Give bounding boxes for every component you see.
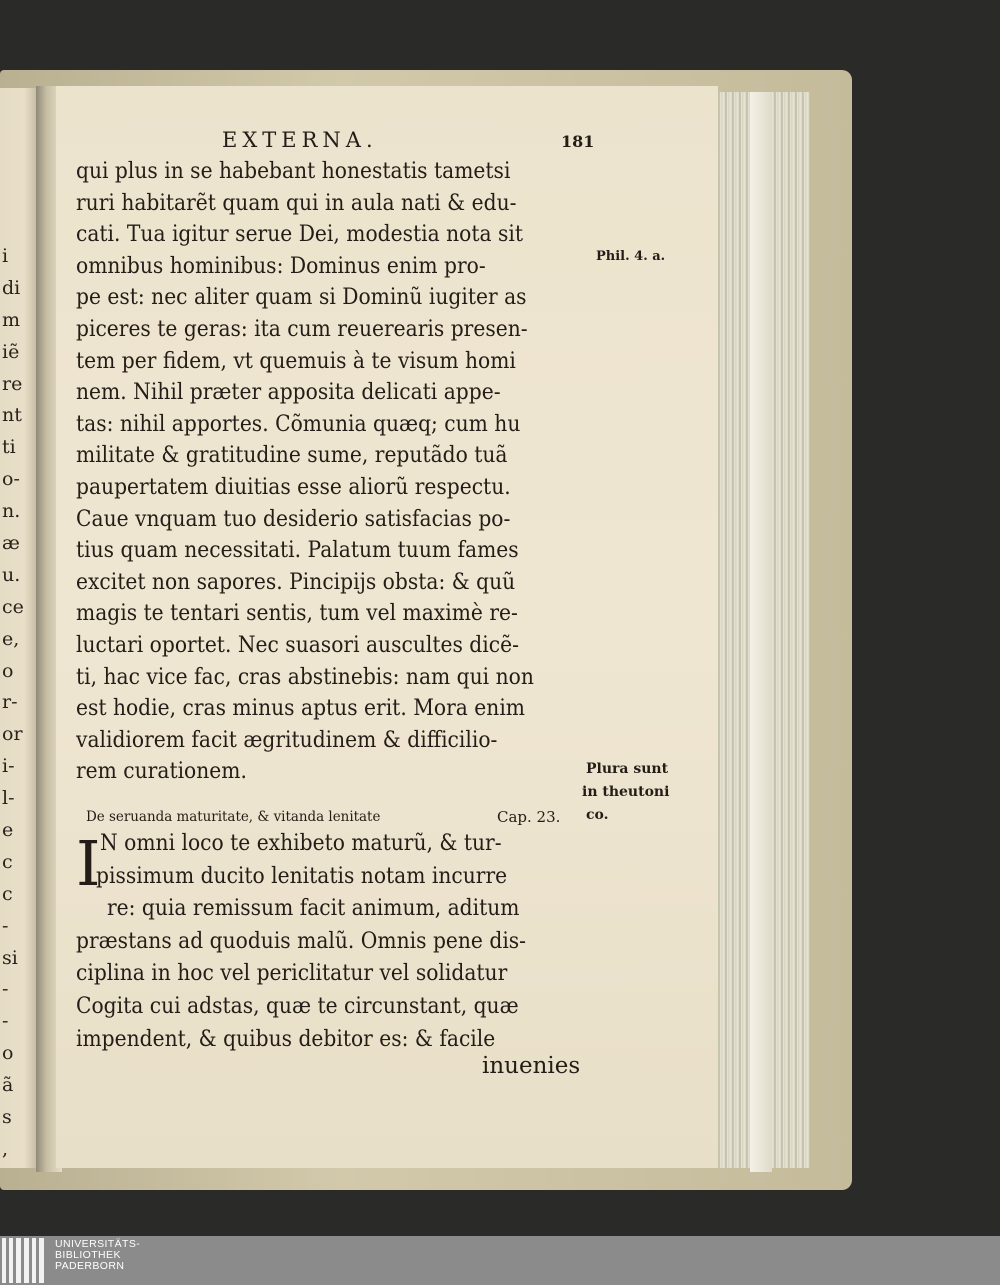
left-page-fragment: æ bbox=[2, 532, 20, 555]
left-page-fragment: n. bbox=[2, 500, 21, 523]
text-line: omnibus hominibus: Dominus enim pro- bbox=[76, 252, 486, 279]
left-page-fragment: r- bbox=[2, 691, 18, 714]
text-line: tius quam necessitati. Palatum tuum fames bbox=[76, 537, 519, 564]
left-page-fragment: - bbox=[2, 1010, 9, 1033]
text-line: magis te tentari sentis, tum vel maximè re- bbox=[76, 600, 518, 627]
chapter-text-line: re: quia remissum facit animum, aditum bbox=[107, 895, 520, 922]
left-page-fragment: c bbox=[2, 882, 13, 905]
margin-note-plura-1: Plura sunt bbox=[586, 761, 669, 777]
left-page-fragment: o- bbox=[2, 468, 20, 491]
text-line: qui plus in se habebant honestatis tametsi bbox=[76, 158, 511, 184]
running-title: EXTERNA. bbox=[222, 128, 378, 152]
left-page-fragment: s bbox=[2, 1106, 12, 1129]
left-page-fragment: iẽ bbox=[2, 340, 20, 363]
text-line: tem per fidem, vt quemuis à te visum homi bbox=[76, 347, 516, 374]
margin-note-plura-2: in theutoni bbox=[582, 784, 670, 800]
left-page-fragment: i- bbox=[2, 755, 15, 778]
text-line: validiorem facit ægritudinem & difficilio- bbox=[76, 726, 498, 753]
chapter-text-line: pissimum ducito lenitatis notam incurre bbox=[96, 862, 508, 889]
left-page-fragment: si bbox=[2, 946, 18, 969]
left-page-fragment: , bbox=[2, 1137, 9, 1160]
text-line: pe est: nec aliter quam si Dominũ iugiter as bbox=[76, 284, 527, 311]
library-logo-icon bbox=[2, 1238, 46, 1283]
chapter-text-line: ciplina in hoc vel periclitatur vel solidatur bbox=[76, 960, 508, 987]
chapter-text-line: N omni loco te exhibeto maturũ, & tur- bbox=[100, 830, 502, 856]
left-page-fragment: re bbox=[2, 372, 23, 395]
left-page-fragment: ti bbox=[2, 436, 16, 459]
logo-line-1: UNIVERSITÄTS- bbox=[55, 1238, 141, 1250]
text-line: piceres te geras: ita cum reuerearis presen- bbox=[76, 316, 528, 342]
chapter-text-line: præstans ad quoduis malũ. Omnis pene dis- bbox=[76, 927, 527, 954]
text-line: cati. Tua igitur serue Dei, modestia nota sit bbox=[76, 221, 524, 248]
left-page-fragment: e bbox=[2, 819, 14, 842]
footer-bar bbox=[0, 1236, 1000, 1285]
text-line: excitet non sapores. Pincipijs obsta: & quũ bbox=[76, 568, 516, 595]
left-page-fragment: u. bbox=[2, 563, 21, 586]
left-page-fragment: nt bbox=[2, 404, 22, 427]
left-page-fragment: l- bbox=[2, 787, 15, 810]
left-page-fragment: e, bbox=[2, 627, 20, 650]
left-page-fragment: or bbox=[2, 723, 23, 746]
text-line: luctari oportet. Nec suasori auscultes dicẽ- bbox=[76, 632, 519, 658]
library-logo-text bbox=[55, 1239, 140, 1272]
chapter-initial: I bbox=[76, 827, 101, 900]
text-line: paupertatem diuitias esse aliorũ respectu. bbox=[76, 474, 511, 500]
text-line: est hodie, cras minus aptus erit. Mora enim bbox=[76, 695, 526, 722]
chapter-text-line: Cogita cui adstas, quæ te circunstant, quæ bbox=[76, 993, 519, 1019]
catchword: inuenies bbox=[482, 1053, 581, 1079]
logo-line-3: PADERBORN bbox=[55, 1260, 125, 1272]
text-line: militate & gratitudine sume, reputãdo tuã bbox=[76, 442, 508, 469]
text-line: nem. Nihil præter apposita delicati appe- bbox=[76, 379, 501, 406]
text-line: Caue vnquam tuo desiderio satisfacias po- bbox=[76, 505, 511, 532]
text-line: rem curationem. bbox=[76, 758, 247, 785]
margin-note-phil: Phil. 4. a. bbox=[596, 249, 666, 264]
left-page-fragment: m bbox=[2, 308, 21, 331]
margin-note-plura-3: co. bbox=[586, 807, 609, 823]
left-page-fragment: o bbox=[2, 659, 14, 682]
text-line: ti, hac vice fac, cras abstinebis: nam qui non bbox=[76, 663, 534, 690]
left-page-fragment: o bbox=[2, 1042, 14, 1065]
left-page-fragment: di bbox=[2, 276, 21, 299]
left-page-edge bbox=[0, 88, 40, 1168]
left-page-fragment: - bbox=[2, 914, 9, 937]
page-edge-highlight bbox=[750, 92, 772, 1172]
text-line: tas: nihil apportes. Cõmunia quæq; cum hu bbox=[76, 410, 521, 437]
chapter-heading: De seruanda maturitate, & vitanda lenitate bbox=[86, 809, 381, 825]
left-page-text bbox=[2, 240, 24, 1165]
text-line: ruri habitarẽt quam qui in aula nati & edu- bbox=[76, 189, 517, 216]
logo-line-2: BIBLIOTHEK bbox=[55, 1249, 121, 1261]
left-page-fragment: - bbox=[2, 978, 9, 1001]
left-page-fragment: i bbox=[2, 245, 9, 267]
left-page-fragment: c bbox=[2, 850, 13, 873]
chapter-text-line: impendent, & quibus debitor es: & facile bbox=[76, 1025, 496, 1052]
chapter-number: Cap. 23. bbox=[497, 808, 561, 826]
left-page-fragment: ã bbox=[2, 1074, 14, 1097]
page-number: 181 bbox=[561, 132, 595, 151]
left-page-fragment: ce bbox=[2, 595, 24, 618]
